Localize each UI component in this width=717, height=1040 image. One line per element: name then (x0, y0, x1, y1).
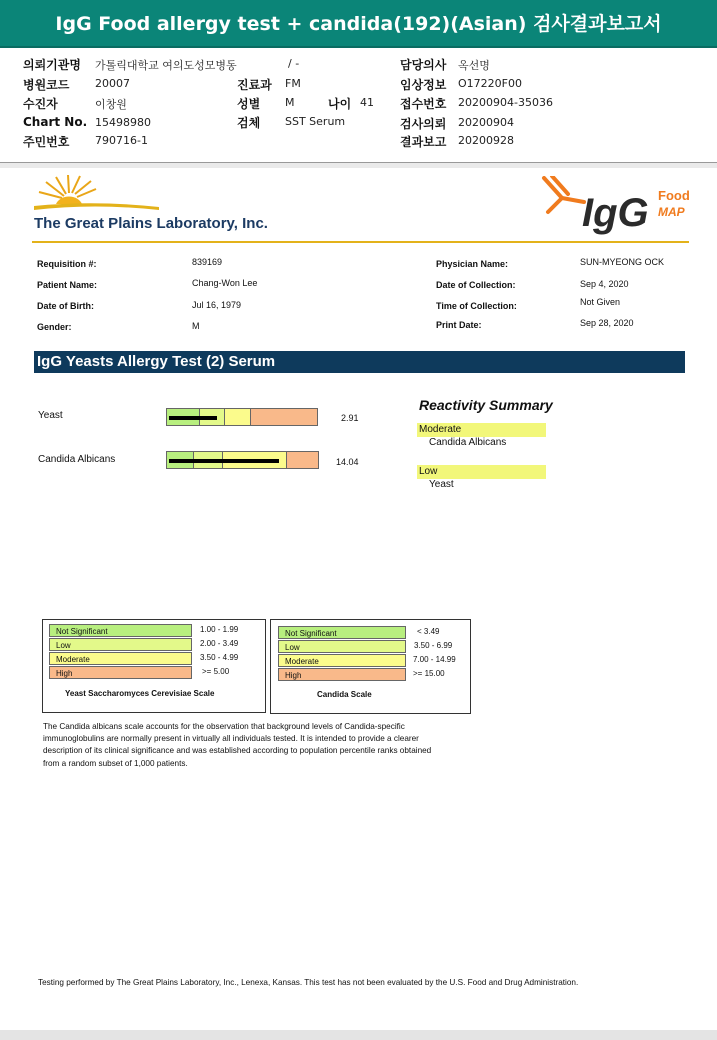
patient-label: 수진자 (23, 97, 58, 111)
specimen-value: SST Serum (285, 115, 346, 128)
collection-time-label: Time of Collection: (436, 301, 517, 311)
candida-scale-caption: Candida Scale (317, 690, 372, 699)
age-label: 나이 (328, 97, 352, 111)
scale-cell-moderate: Moderate (278, 654, 406, 667)
scale-range: 1.00 - 1.99 (200, 625, 239, 634)
report-date-label: 결과보고 (400, 135, 447, 149)
rrn-value: 790716-1 (95, 134, 148, 147)
result-name-candida: Candida Albicans (38, 454, 116, 465)
dept-slash: / - (288, 57, 300, 70)
gold-divider (32, 241, 689, 243)
scale-cell-high: High (278, 668, 406, 681)
scale-cell-high: High (49, 666, 192, 679)
igg-food-map-logo-icon (540, 176, 700, 236)
yeast-scale-caption: Yeast Saccharomyces Cerevisiae Scale (65, 689, 215, 698)
collection-time-value: Not Given (580, 297, 621, 307)
gender-label: Gender: (37, 322, 72, 332)
physician-label: Physician Name: (436, 259, 509, 269)
section-title: IgG Yeasts Allergy Test (2) Serum (34, 351, 685, 373)
result-indicator-yeast (169, 416, 217, 420)
collection-date-value: Sep 4, 2020 (580, 279, 629, 289)
patient-value: 이창원 (95, 98, 127, 111)
report-title: IgG Food allergy test + candida(192)(Asian) 검사결과보고서 (0, 0, 717, 48)
print-date-label: Print Date: (436, 320, 482, 330)
reactivity-item: Candida Albicans (429, 437, 507, 448)
reactivity-summary-title: Reactivity Summary (419, 397, 553, 413)
scale-cell-low: Low (278, 640, 406, 653)
scale-range: 3.50 - 6.99 (414, 641, 453, 650)
yeast-scale-legend (42, 619, 266, 713)
hospital-code-label: 병원코드 (23, 78, 70, 92)
clinical-info-value: O17220F00 (458, 77, 522, 90)
request-label: 검사의뢰 (400, 117, 447, 131)
receipt-value: 20200904-35036 (458, 96, 553, 109)
footer-disclaimer: Testing performed by The Great Plains Laboratory, Inc., Lenexa, Kansas. This test has not been evaluated by the U.S. Food and Drug Administration. (38, 978, 579, 987)
doctor-label: 담당의사 (400, 58, 447, 72)
gender-value: M (192, 321, 200, 331)
bottom-strip (0, 1030, 717, 1040)
department-value: FM (285, 77, 301, 90)
lab-name: The Great Plains Laboratory, Inc. (34, 215, 268, 232)
logo-map-text: MAP (658, 205, 685, 219)
bar-segment-high (251, 409, 317, 425)
report-date-value: 20200928 (458, 134, 514, 147)
requisition-label: Requisition #: (37, 259, 97, 269)
scale-cell-not-significant: Not Significant (49, 624, 192, 637)
dob-label: Date of Birth: (37, 301, 94, 311)
scale-range: < 3.49 (417, 627, 440, 636)
patient-name-value: Chang-Won Lee (192, 278, 258, 288)
specimen-label: 검체 (237, 116, 261, 130)
logo-food-text: Food (658, 188, 690, 203)
collection-date-label: Date of Collection: (436, 280, 516, 290)
result-value-yeast: 2.91 (341, 413, 359, 423)
patient-name-label: Patient Name: (37, 280, 98, 290)
reactivity-level-low: Low (417, 465, 546, 479)
department-label: 진료과 (237, 78, 272, 92)
sex-value: M (285, 96, 295, 109)
sex-label: 성별 (237, 97, 261, 111)
scale-range: >= 5.00 (202, 667, 230, 676)
receipt-label: 접수번호 (400, 97, 447, 111)
result-name-yeast: Yeast (38, 410, 63, 421)
reactivity-level-moderate: Moderate (417, 423, 546, 437)
chart-label: Chart No. (23, 115, 88, 129)
candida-scale-note: The Candida albicans scale accounts for the observation that background levels of Candida-specific immunoglobulins are normally present in virtually all individuals tested. It is intended to provide a clearer description of its clinical significance and was established according to population percentile ranks obtained from a random subset of 1,000 patients. (43, 722, 432, 768)
scale-range: 3.50 - 4.99 (200, 653, 239, 662)
age-value: 41 (360, 96, 374, 109)
physician-value: SUN-MYEONG OCK (580, 257, 665, 267)
scale-range: >= 15.00 (413, 669, 445, 678)
scale-range: 2.00 - 3.49 (200, 639, 239, 648)
print-date-value: Sep 28, 2020 (580, 318, 634, 328)
request-value: 20200904 (458, 116, 514, 129)
scale-cell-not-significant: Not Significant (278, 626, 406, 639)
result-bar-candida (166, 451, 319, 469)
bar-segment-high (287, 452, 318, 468)
result-indicator-candida (169, 459, 279, 463)
hospital-code-value: 20007 (95, 77, 130, 90)
clinical-info-label: 임상정보 (400, 78, 447, 92)
scale-cell-moderate: Moderate (49, 652, 192, 665)
rrn-label: 주민번호 (23, 135, 70, 149)
sun-logo-icon (34, 174, 164, 214)
scale-range: 7.00 - 14.99 (413, 655, 456, 664)
bar-segment-moderate (225, 409, 251, 425)
chart-value: 15498980 (95, 116, 151, 129)
lab-report-page (0, 168, 717, 1030)
institution-value: 가톨릭대학교 여의도성모병동 (95, 59, 237, 72)
candida-scale-legend (270, 619, 471, 714)
order-header (0, 48, 717, 163)
requisition-value: 839169 (192, 257, 223, 267)
dob-value: Jul 16, 1979 (192, 300, 242, 310)
doctor-value: 옥선명 (458, 59, 490, 72)
logo-igg-text: IgG (582, 191, 649, 235)
reactivity-item: Yeast (429, 479, 454, 490)
scale-cell-low: Low (49, 638, 192, 651)
result-bar-yeast (166, 408, 318, 426)
result-value-candida: 14.04 (336, 457, 359, 467)
institution-label: 의뢰기관명 (23, 58, 81, 72)
